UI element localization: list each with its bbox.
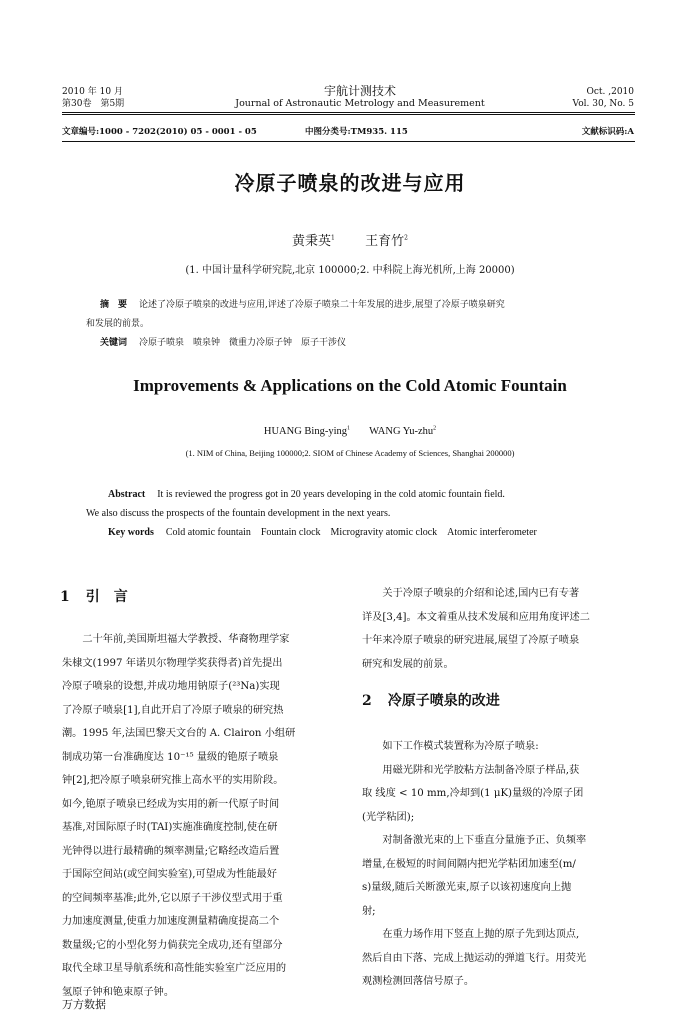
header-rule bbox=[62, 112, 635, 113]
header-date-cn: 2010 年 10 月 bbox=[62, 87, 123, 97]
authors-en bbox=[0, 426, 700, 437]
left-line: 如今,铯原子喷泉已经成为实用的新一代原子时间 bbox=[62, 798, 280, 810]
right-line: 取 线度 < 10 mm,冷却到(1 μK)量级的冷原子团 bbox=[362, 788, 584, 799]
left-line: 氢原子钟和铯束原子钟。 bbox=[62, 986, 175, 998]
right-line: (光学粘团); bbox=[362, 811, 415, 823]
right-line: 射; bbox=[362, 905, 376, 917]
left-line: 冷原子喷泉的设想,并成功地用钠原子(²³Na)实现 bbox=[62, 681, 280, 692]
title-cn: 冷原子喷泉的改进与应用 bbox=[234, 171, 466, 195]
right-column-top bbox=[362, 582, 634, 676]
left-line: 数量级;它的小型化努力倘获完全成功,还有望部分 bbox=[62, 939, 283, 951]
abstract-cn-label: 摘 要 bbox=[100, 300, 128, 310]
section-2-number: 2 bbox=[362, 693, 372, 709]
left-line: 制成功第一台准确度达 10⁻¹⁵ 量级的铯原子喷泉 bbox=[62, 751, 279, 763]
right-line: 用磁光阱和光学胶粘方法制备冷原子样品,获 bbox=[382, 764, 580, 776]
header-date-en: Oct. ,2010 bbox=[586, 87, 634, 97]
right-line: 如下工作模式装置称为冷原子喷泉: bbox=[382, 741, 539, 752]
abstract-cn-text-2: 和发展的前景。 bbox=[86, 319, 150, 329]
right-line: 在重力场作用下竖直上抛的原子先到达顶点, bbox=[382, 929, 580, 940]
right-column-body bbox=[362, 735, 634, 994]
left-line: 光钟得以进行最精确的频率测量;它略经改造后置 bbox=[62, 845, 280, 857]
right-line: 详及[3,4]。本文着重从技术发展和应用角度评述二 bbox=[362, 611, 590, 623]
section-1-number: 1 bbox=[60, 589, 70, 605]
header-volume-cn: 第30卷 第5期 bbox=[62, 99, 125, 109]
header-right bbox=[573, 86, 634, 110]
abstract-cn bbox=[86, 296, 616, 353]
section-2-title: 冷原子喷泉的改进 bbox=[387, 693, 500, 709]
left-line: 于国际空间站(或空间实验室),可望成为性能最好 bbox=[62, 869, 277, 880]
document-code: 文献标识码:A bbox=[581, 127, 634, 137]
author-2-en: WANG Yu-zhu bbox=[369, 426, 434, 437]
left-line: 钟[2],把冷原子喷泉研究推上高水平的实用阶段。 bbox=[62, 775, 284, 786]
author-2-en-sup: 2 bbox=[433, 425, 437, 432]
left-line: 力加速度测量,使重力加速度测量精确度提高二个 bbox=[62, 916, 280, 927]
journal-title-cn: 宇航计测技术 bbox=[323, 84, 396, 98]
clc-number: 中图分类号:TM935. 115 bbox=[305, 127, 408, 137]
right-line: 关于冷原子喷泉的介绍和论述,国内已有专著 bbox=[382, 588, 580, 599]
author-1-en: HUANG Bing-ying bbox=[263, 426, 347, 437]
section-2-heading bbox=[362, 690, 500, 710]
left-column-body bbox=[62, 628, 332, 1004]
left-line: 基准,对国际原子时(TAI)实施准确度控制,使在研 bbox=[62, 822, 278, 833]
section-1-heading bbox=[60, 586, 128, 606]
authors-cn bbox=[0, 230, 700, 249]
journal-title-en: Journal of Astronautic Metrology and Measurement bbox=[235, 98, 485, 109]
abstract-en-label: Abstract bbox=[108, 489, 146, 500]
left-line: 潮。1995 年,法国巴黎天文台的 A. Clairon 小组研 bbox=[62, 728, 296, 739]
header-volume-en: Vol. 30, No. 5 bbox=[572, 99, 634, 109]
section-1-title: 引 言 bbox=[85, 589, 128, 605]
right-line: 研究和发展的前景。 bbox=[362, 658, 454, 670]
keywords-en-text: Cold atomic fountain Fountain clock Microgravity atomic clock Atomic interferometer bbox=[165, 527, 537, 538]
right-line: 然后自由下落、完成上抛运动的弹道飞行。用荧光 bbox=[362, 952, 587, 964]
right-line: s)量级,随后关断激光束,原子以该初速度向上抛 bbox=[362, 882, 572, 893]
keywords-en-label: Key words bbox=[108, 527, 154, 538]
author-2-cn: 王育竹 bbox=[365, 234, 405, 249]
right-line: 增量,在极短的时间间隔内把光学粘团加速至(m/ bbox=[362, 858, 576, 870]
author-1-sup: 1 bbox=[331, 234, 335, 242]
abstract-en-text-1: It is reviewed the progress got in 20 years developing in the cold atomic fountain field. bbox=[157, 489, 505, 500]
keywords-cn-label: 关键词 bbox=[100, 338, 128, 348]
abstract-cn-text-1: 论述了冷原子喷泉的改进与应用,评述了冷原子喷泉二十年发展的进步,展望了冷原子喷泉研究 bbox=[139, 300, 505, 310]
affiliation-cn: (1. 中国计量科学研究院,北京 100000;2. 中科院上海光机所,上海 20000) bbox=[185, 265, 515, 276]
abstract-en bbox=[86, 485, 616, 542]
right-line: 对制备激光束的上下垂直分量施予正、负频率 bbox=[382, 835, 587, 846]
left-line: 二十年前,美国斯坦福大学教授、华裔物理学家 bbox=[82, 634, 290, 645]
author-1-en-sup: 1 bbox=[347, 425, 350, 432]
author-2-sup: 2 bbox=[404, 234, 408, 242]
abstract-en-text-2: We also discuss the prospects of the fountain development in the next years. bbox=[86, 508, 391, 519]
left-line: 朱棣文(1997 年诺贝尔物理学奖获得者)首先提出 bbox=[62, 657, 283, 669]
left-line: 取代全球卫星导航系统和高性能实验室广泛应用的 bbox=[62, 963, 287, 974]
author-1-cn: 黄秉英 bbox=[292, 234, 332, 249]
title-en: Improvements & Applications on the Cold Atomic Fountain bbox=[133, 376, 567, 395]
right-line: 十年来冷原子喷泉的研究进展,展望了冷原子喷泉 bbox=[362, 635, 580, 646]
header-left bbox=[62, 86, 124, 110]
left-line: 了冷原子喷泉[1],自此开启了冷原子喷泉的研究热 bbox=[62, 704, 284, 716]
left-line: 的空间频率基准;此外,它以原子干涉仪型式用于重 bbox=[62, 892, 283, 904]
header-center bbox=[200, 84, 520, 110]
footer-watermark: 万方数据 bbox=[62, 998, 106, 1011]
affiliation-en: (1. NIM of China, Beijing 100000;2. SIOM of Chinese Academy of Sciences, Shanghai 200000) bbox=[185, 448, 515, 458]
right-line: 观测检测回落信号原子。 bbox=[362, 976, 475, 987]
meta-rule bbox=[62, 141, 635, 142]
header-rule-double bbox=[62, 114, 635, 115]
keywords-cn-text: 冷原子喷泉 喷泉钟 微重力冷原子钟 原子干涉仪 bbox=[139, 338, 347, 348]
article-number: 文章编号:1000 - 7202(2010) 05 - 0001 - 05 bbox=[62, 127, 257, 137]
